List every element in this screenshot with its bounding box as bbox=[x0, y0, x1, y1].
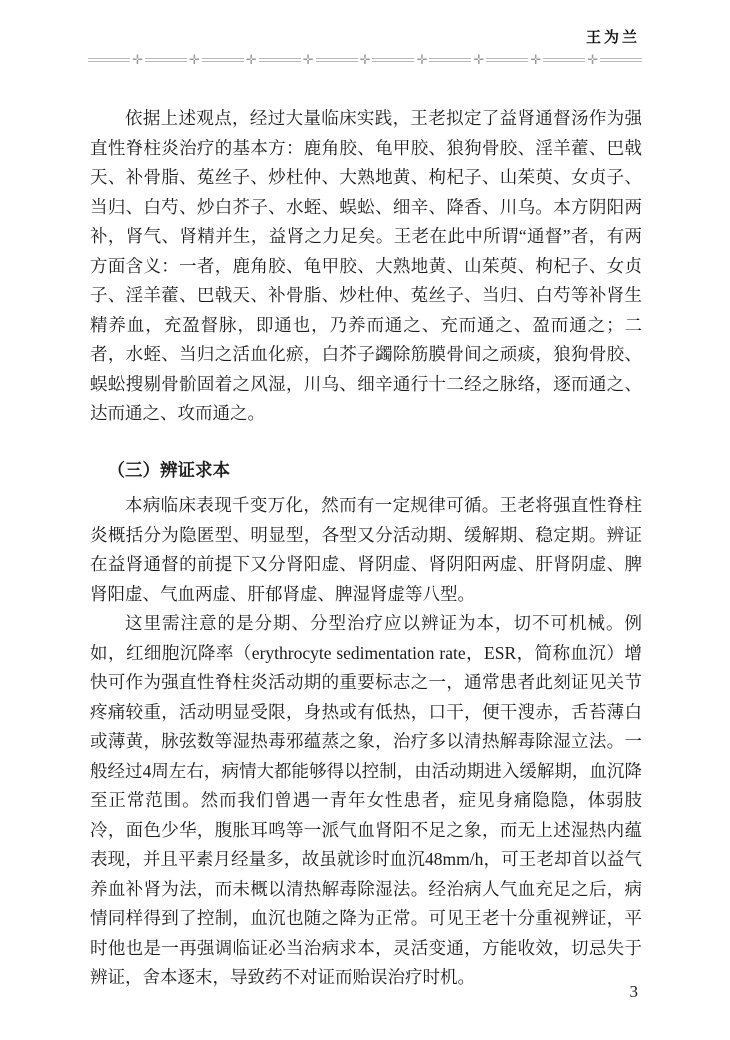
running-head bbox=[88, 26, 642, 66]
ornament-cross-icon: ✛ bbox=[302, 51, 314, 67]
ornament-line-segment bbox=[372, 58, 414, 62]
ornament-cross-icon: ✛ bbox=[473, 51, 485, 67]
ornament-line-segment bbox=[543, 58, 585, 62]
ornament-cross-icon: ✛ bbox=[587, 51, 599, 67]
header-ornament-line bbox=[88, 51, 642, 67]
section-heading: （三）辨证求本 bbox=[107, 459, 230, 480]
ornament-cross-icon: ✛ bbox=[188, 51, 200, 67]
ornament-line-segment bbox=[600, 58, 642, 62]
ornament-cross-icon: ✛ bbox=[359, 51, 371, 67]
ornament-line-segment bbox=[316, 58, 358, 62]
ornament-cross-icon: ✛ bbox=[245, 51, 257, 67]
ornament-cross-icon: ✛ bbox=[530, 51, 542, 67]
ornament-line-segment bbox=[202, 58, 244, 62]
running-head-author: 王为兰 bbox=[585, 30, 640, 46]
ornament-line-segment bbox=[429, 58, 471, 62]
page-body bbox=[90, 104, 642, 993]
ornament-cross-icon: ✛ bbox=[131, 51, 143, 67]
ornament-line-segment bbox=[88, 58, 130, 62]
page-number: 3 bbox=[629, 982, 638, 1001]
ornament-line-segment bbox=[145, 58, 187, 62]
ornament-cross-icon: ✛ bbox=[416, 51, 428, 67]
ornament-line-segment bbox=[259, 58, 301, 62]
body-paragraph-3: 这里需注意的是分期、分型治疗应以辨证为本，切不可机械。例如，红细胞沉降率（erythrocyte sedimentation rate，ESR，简称血沉）增快可作为强直性脊柱炎活动期的重要标志之一，通常患者此刻证见关节疼痛较重，活动明显受限，身热或有低热，口干，便干溲赤，舌苔薄白或薄黄，脉弦数等湿热毒邪蕴蒸之象，治疗多以清热解毒除湿立法。一般经过4周左右，病情大都能够得以控制，由活动期进入缓解期，血沉降至正常范围。然而我们曾遇一青年女性患者，症见身痛隐隐，体弱肢冷，面色少华，腹胀耳鸣等一派气血肾阳不足之象，而无上述湿热内蕴表现，并且平素月经量多，故虽就诊时血沉48mm/h，可王老却首以益气养血补肾为法，而未概以清热解毒除湿法。经治病人气血充足之后，病情同样得到了控制，血沉也随之降为正常。可见王老十分重视辨证，平时他也是一再强调临证必当治病求本，灵活变通，方能收效，切忌失于辨证，舍本逐末，导致药不对证而贻误治疗时机。 bbox=[90, 613, 642, 987]
body-paragraph-1: 依据上述观点，经过大量临床实践，王老拟定了益肾通督汤作为强直性脊柱炎治疗的基本方：鹿角胶、龟甲胶、狼狗骨胶、淫羊藿、巴戟天、补骨脂、菟丝子、炒杜仲、大熟地黄、枸杞子、山茱萸、女贞子、当归、白芍、炒白芥子、水蛭、蜈蚣、细辛、降香、川乌。本方阴阳两补，肾气、肾精并生，益肾之力足矣。王老在此中所谓“通督”者，有两方面含义：一者，鹿角胶、龟甲胶、大熟地黄、山茱萸、枸杞子、女贞子、淫羊藿、巴戟天、补骨脂、炒杜仲、菟丝子、当归、白芍等补肾生精养血，充盈督脉，即通也，乃养而通之、充而通之、盈而通之；二者，水蛭、当归之活血化瘀，白芥子蠲除筋膜骨间之顽痰，狼狗骨胶、蜈蚣搜剔骨骱固着之风湿，川乌、细辛通行十二经之脉络，逐而通之、达而通之、攻而通之。 bbox=[90, 108, 642, 423]
ornament-line-segment bbox=[486, 58, 528, 62]
body-paragraph-2: 本病临床表现千变万化，然而有一定规律可循。王老将强直性脊柱炎概括分为隐匿型、明显型，各型又分活动期、缓解期、稳定期。辨证在益肾通督的前提下又分肾阳虚、肾阴虚、肾阴阳两虚、肝肾阴虚、脾肾阳虚、气血两虚、肝郁肾虚、脾湿肾虚等八型。 bbox=[90, 495, 642, 604]
